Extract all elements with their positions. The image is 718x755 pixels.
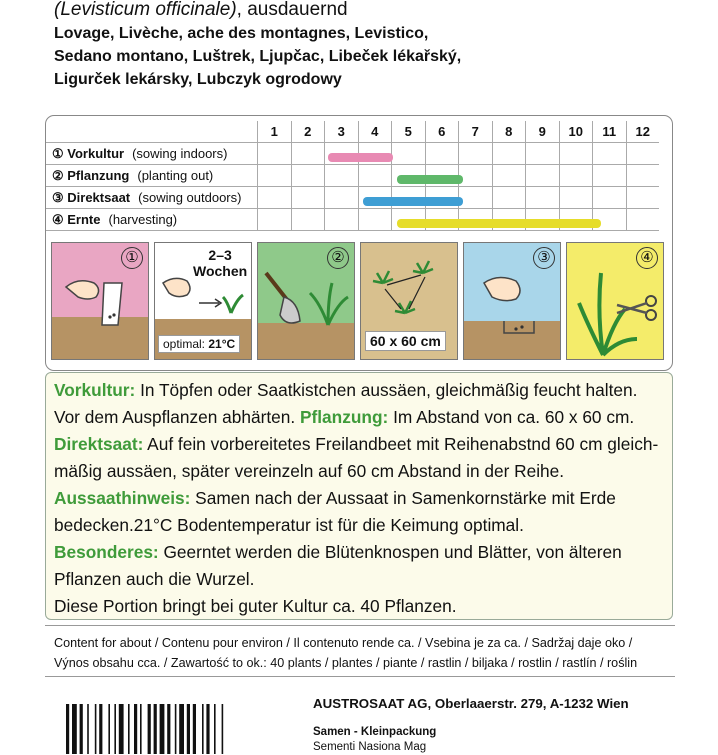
barcode-stripe (222, 704, 224, 754)
barcode-stripe (154, 704, 157, 754)
names-line-2: Sedano montano, Luštrek, Ljupčac, Libeček lékařský, (54, 48, 462, 65)
barcode-stripe (187, 704, 190, 754)
step-number: ③ (533, 247, 555, 269)
month-5: 5 (392, 121, 426, 143)
temperature-label: optimal: 21°C (158, 335, 240, 353)
barcode-stripe (95, 704, 97, 754)
month-8: 8 (492, 121, 526, 143)
row-vorkultur (46, 143, 659, 165)
barcode-stripe (202, 704, 204, 754)
barcode-stripe (193, 704, 196, 754)
barcode-stripe (108, 704, 110, 754)
step-harvest (566, 242, 664, 360)
month-header-row (46, 121, 659, 143)
content-info (54, 633, 637, 673)
row-pflanzung (46, 165, 659, 187)
hand-direct-sowing-icon (464, 243, 560, 359)
barcode-stripe (119, 704, 124, 754)
barcode-stripe (179, 704, 184, 754)
month-4: 4 (358, 121, 392, 143)
barcode-stripe (214, 704, 216, 754)
barcode-stripe (140, 704, 142, 754)
barcode-stripe (87, 704, 89, 754)
step-direct-sowing (463, 242, 561, 360)
content-line-2: Výnos obsahu cca. / Zawartość to ok.: 40 plants / plantes / piante / rastlin / biljaka / rostlin / rastlín / roślin (54, 656, 638, 670)
species-line (54, 0, 704, 22)
barcode-stripe (148, 704, 151, 754)
month-12: 12 (626, 121, 659, 143)
trowel-planting-icon (258, 243, 354, 359)
step-number: ④ (636, 247, 658, 269)
divider-top (45, 625, 675, 626)
row-direktsaat (46, 187, 659, 209)
step-illustrations (51, 242, 667, 366)
header (54, 0, 704, 91)
month-7: 7 (459, 121, 493, 143)
barcode-stripe (72, 704, 77, 754)
barcode-stripe (114, 704, 116, 754)
lifecycle: , ausdauernd (236, 0, 348, 20)
calendar-corner (46, 121, 258, 143)
hand-sowing-pot-icon (52, 243, 148, 359)
step-germination (154, 242, 252, 360)
company-address: AUSTROSAAT AG, Oberlaaerstr. 279, A-1232 Wien (313, 696, 629, 711)
month-2: 2 (291, 121, 325, 143)
row-ernte (46, 209, 659, 231)
step-number: ② (327, 247, 349, 269)
month-1: 1 (258, 121, 292, 143)
instructions-text: Vorkultur: In Töpfen oder Saatkistchen aussäen, gleichmäßig feucht halten. Vor dem Auspflanzen abhärten. Pflanzung: Im Abstand von ca. 60 x 60 cm. Direktsaat: Auf fein vorbereitetes Freilandbeet mit Reihenabstnd 60 cm gleich- mäßig aussäen, später vereinzeln auf 60 cm Abstand in der Reihe. Aussaathinweis: Samen nach der Aussaat in Samenkornstärke mit Erde bedecken.21°C Bodentemperatur ist für die Keimung optimal. Besonderes: Geerntet werden die Blütenknospen und Blätter, von älteren Pflanzen auch die Wurzel. Diese Portion bringt bei guter Kultur ca. 40 Pflanzen. (54, 380, 659, 616)
step-spacing (360, 242, 458, 360)
barcode-stripe (128, 704, 130, 754)
spacing-label: 60 x 60 cm (365, 331, 446, 351)
barcode-stripe (99, 704, 102, 754)
month-9: 9 (526, 121, 560, 143)
barcode-stripe (167, 704, 170, 754)
month-3: 3 (325, 121, 359, 143)
step-number: ① (121, 247, 143, 269)
step-planting-out (257, 242, 355, 360)
barcode (66, 704, 286, 754)
row-label: ④ Ernte (harvesting) (46, 209, 258, 231)
content-line-1: Content for about / Contenu pour environ / Il contenuto rende ca. / Vsebina je za ca. / Sadržaj daje oko / (54, 636, 633, 650)
names-line-1: Lovage, Livèche, ache des montagnes, Levistico, (54, 25, 429, 42)
growing-calendar-panel (45, 115, 673, 371)
row-label: ② Pflanzung (planting out) (46, 165, 258, 187)
month-11: 11 (593, 121, 627, 143)
row-label: ③ Direktsaat (sowing outdoors) (46, 187, 258, 209)
common-names (54, 22, 704, 91)
barcode-stripe (160, 704, 165, 754)
month-10: 10 (559, 121, 593, 143)
row-label: ① Vorkultur (sowing indoors) (46, 143, 258, 165)
instructions-box (45, 372, 673, 620)
calendar-table (46, 121, 659, 231)
harvest-scissors-icon (567, 243, 663, 359)
divider-bottom (45, 676, 675, 677)
barcode-stripe (66, 704, 69, 754)
step-sowing-indoors (51, 242, 149, 360)
barcode-stripe (134, 704, 137, 754)
names-line-3: Ligurček lekársky, Lubczyk ogrodowy (54, 71, 342, 88)
barcode-stripe (80, 704, 83, 754)
latin-name: (Levisticum officinale) (54, 0, 237, 20)
germination-time: 2–3 Wochen (193, 247, 248, 279)
barcode-stripe (175, 704, 177, 754)
barcode-stripe (206, 704, 209, 754)
month-6: 6 (425, 121, 459, 143)
package-type: Samen - Kleinpackung Sementi Nasiona Mag (313, 726, 437, 753)
